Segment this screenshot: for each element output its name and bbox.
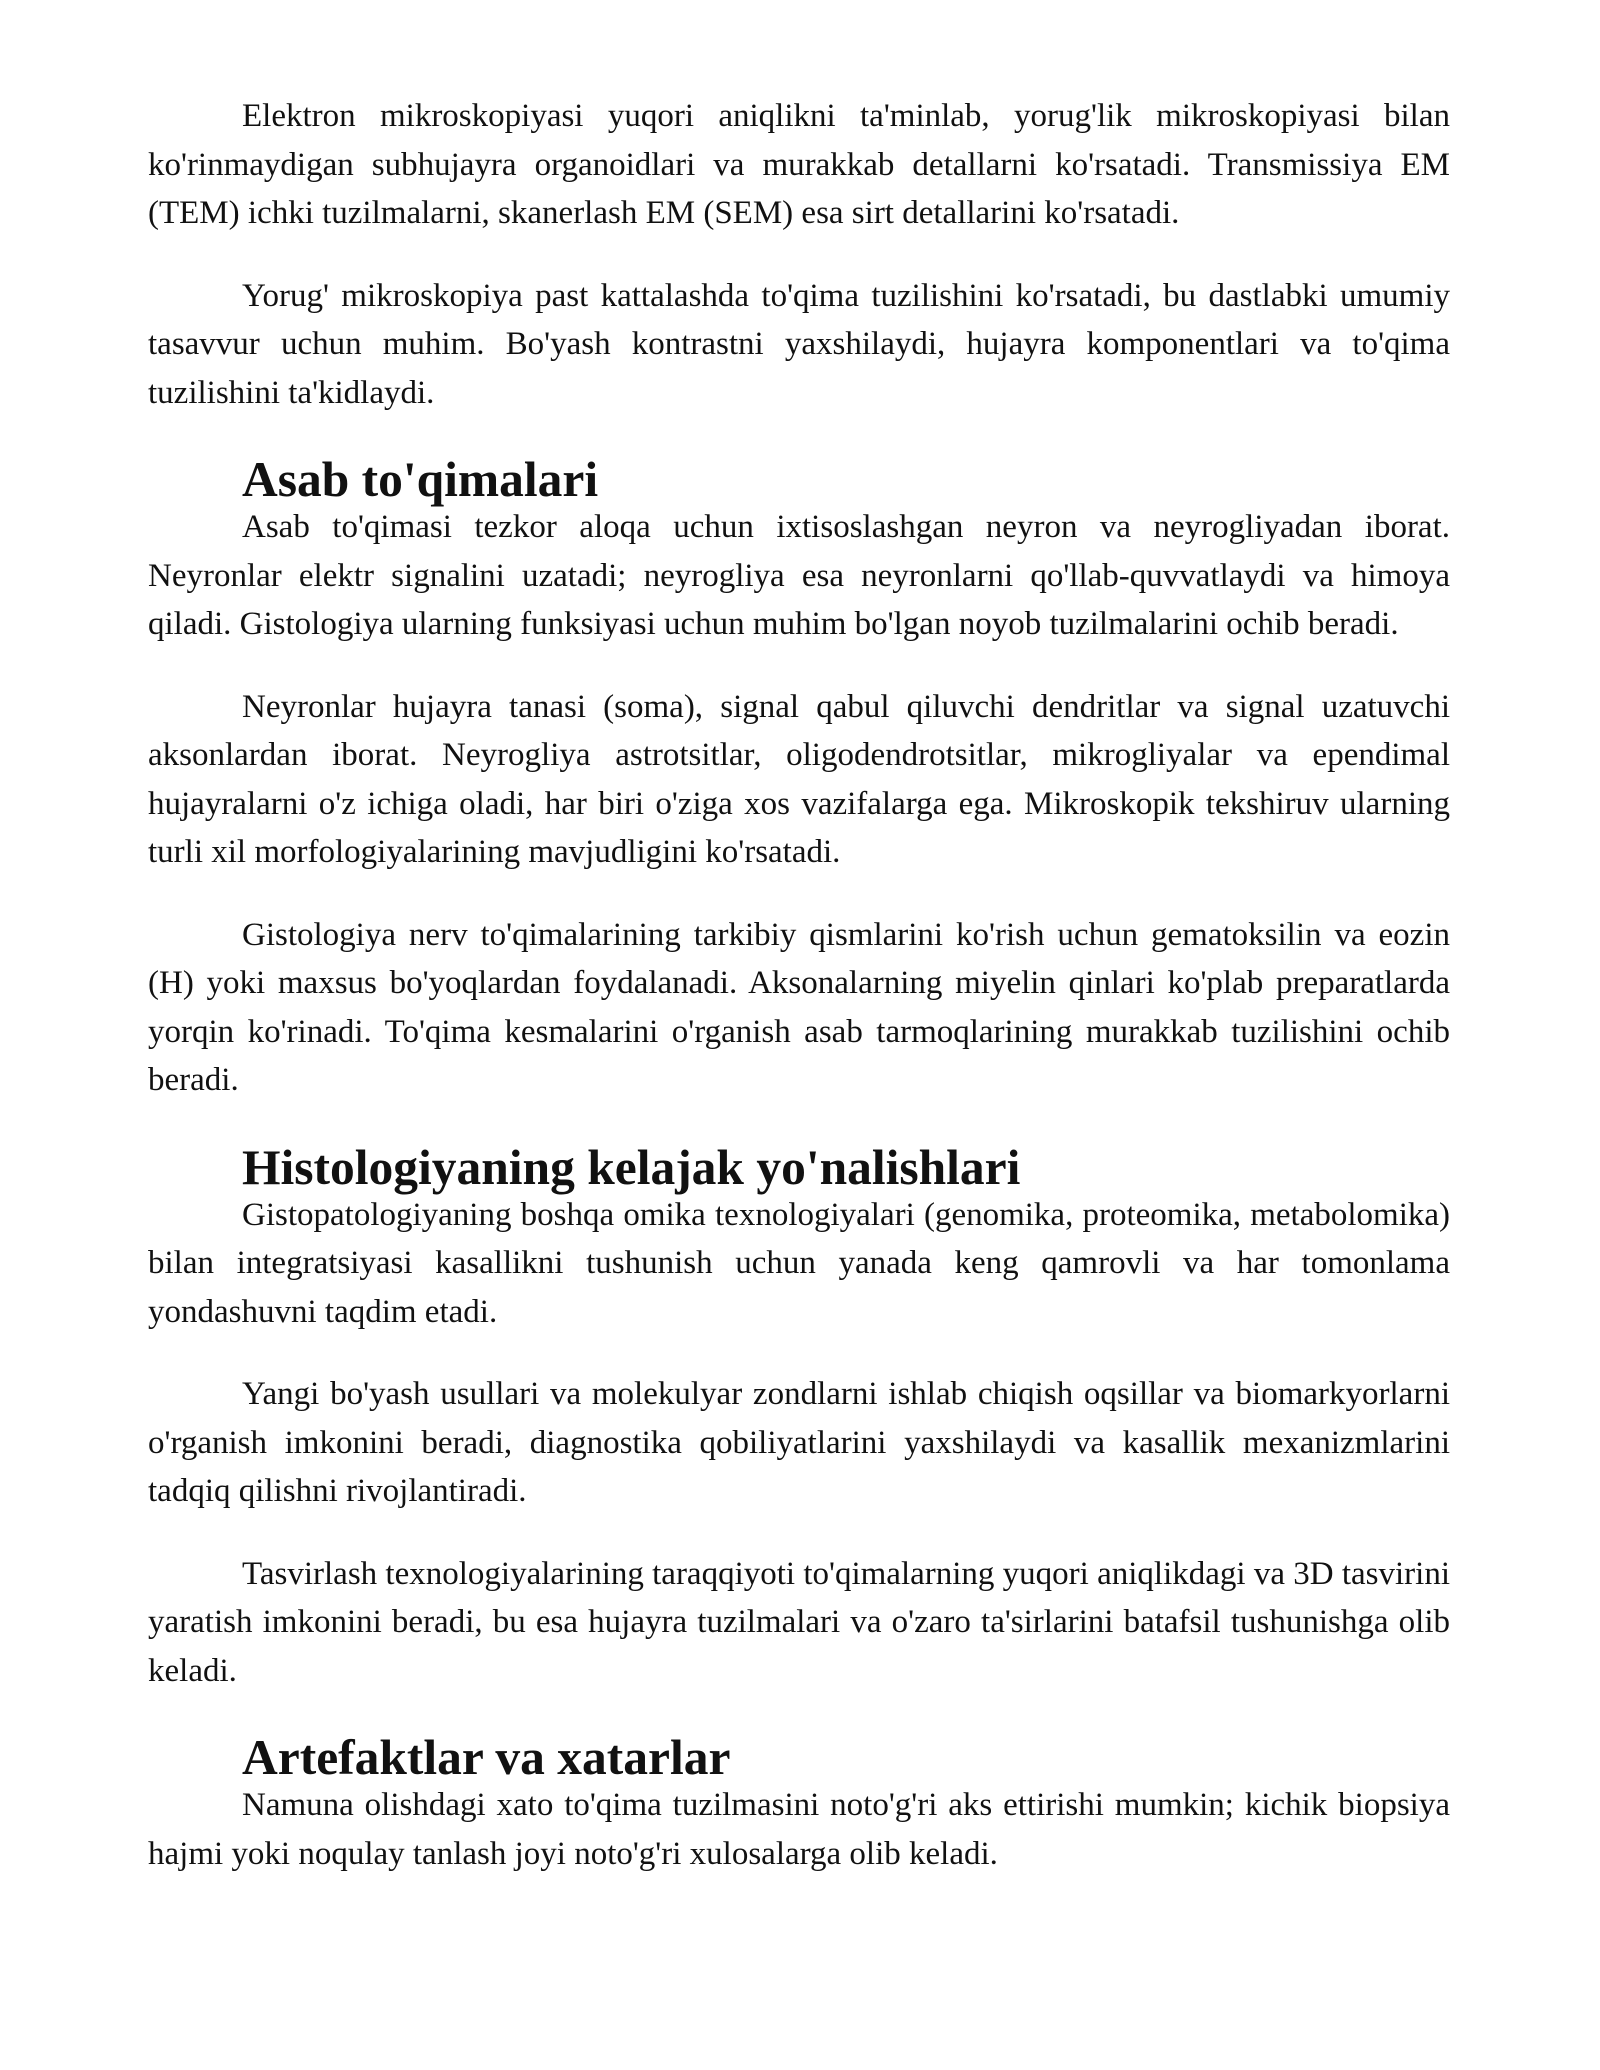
paragraph-spacer <box>148 877 1450 911</box>
paragraph-spacer <box>148 238 1450 272</box>
paragraph-imaging-tech: Tasvirlash texnologiyalarining taraqqiyoti to'qimalarning yuqori aniqlikdagi va 3D tasvirini yaratish imkonini beradi, bu esa hujayra tuzilmalari va o'zaro ta'sirlarini batafsil tushunishga olib keladi. <box>148 1555 1450 1689</box>
paragraph-spacer <box>148 1516 1450 1550</box>
paragraph-light-microscopy: Yorug' mikroskopiya past kattalashda to'qima tuzilishini ko'rsatadi, bu dastlabki umumiy tasavvur uchun muhim. Bo'yash kontrastni yaxshilaydi, hujayra komponentlari va to'qima tuzilishini ta'kidlaydi. <box>148 277 1450 411</box>
heading-nervous-tissue: Asab to'qimalari <box>242 452 599 507</box>
heading-future-directions: Histologiyaning kelajak yo'nalishlari <box>242 1139 1021 1195</box>
paragraph-electron-microscopy: Elektron mikroskopiyasi yuqori aniqlikni ta'minlab, yorug'lik mikroskopiyasi bilan ko'rinmaydigan subhujayra organoidlari va murakkab detallarni ko'rsatadi. Transmissiya EM (TEM) ichki tuzilmalarni, skanerlash EM (SEM) esa sirt detallarini ko'rsatadi. <box>148 98 1450 231</box>
paragraph-new-staining: Yangi bo'yash usullari va molekulyar zondlarni ishlab chiqish oqsillar va biomarkyorlarni o'rganish imkonini beradi, diagnostika qobiliyatlarini yaxshilaydi va kasallik mexanizmlarini tadqiq qilishni rivojlantiradi. <box>148 1376 1450 1509</box>
section-spacer <box>148 1105 1450 1145</box>
document-page <box>148 92 1450 1878</box>
section-spacer <box>148 417 1450 457</box>
paragraph-spacer <box>148 1336 1450 1370</box>
paragraph-neurons: Neyronlar hujayra tanasi (soma), signal qabul qiluvchi dendritlar va signal uzatuvchi aksonlardan iborat. Neyrogliya astrotsitlar, oligodendrotsitlar, mikrogliyalar va ependimal hujayralarni o'z ichiga oladi, har biri o'ziga xos vazifalarga ega. Mikroskopik tekshiruv ularning turli xil morfologiyalarining mavjudligini ko'rsatadi. <box>148 688 1450 870</box>
paragraph-nervous-tissue-intro: Asab to'qimasi tezkor aloqa uchun ixtisoslashgan neyron va neyrogliyadan iborat. Neyronlar elektr signalini uzatadi; neyrogliya esa neyronlarni qo'llab-quvvatlaydi va himoya qiladi. Gistologiya ularning funksiyasi uchun muhim bo'lgan noyob tuzilmalarini ochib beradi. <box>148 509 1450 642</box>
section-spacer <box>148 1695 1450 1735</box>
paragraph-omics-integration: Gistopatologiyaning boshqa omika texnologiyalari (genomika, proteomika, metabolomika) bilan integratsiyasi kasallikni tushunish uchun yanada keng qamrovli va har tomonlama yondashuvni taqdim etadi. <box>148 1196 1450 1330</box>
paragraph-sampling-error: Namuna olishdagi xato to'qima tuzilmasini noto'g'ri aks ettirishi mumkin; kichik biopsiya hajmi yoki noqulay tanlash joyi noto'g'ri xulosalarga olib keladi. <box>148 1787 1450 1872</box>
paragraph-spacer <box>148 649 1450 683</box>
paragraph-nerve-staining: Gistologiya nerv to'qimalarining tarkibiy qismlarini ko'rish uchun gematoksilin va eozin (H) yoki maxsus bo'yoqlardan foydalanadi. Aksonalarning miyelin qinlari ko'plab preparatlarda yorqin ko'rinadi. To'qima kesmalarini o'rganish asab tarmoqlarining murakkab tuzilishini ochib beradi. <box>148 916 1450 1098</box>
heading-artifacts: Artefaktlar va xatarlar <box>242 1730 731 1785</box>
